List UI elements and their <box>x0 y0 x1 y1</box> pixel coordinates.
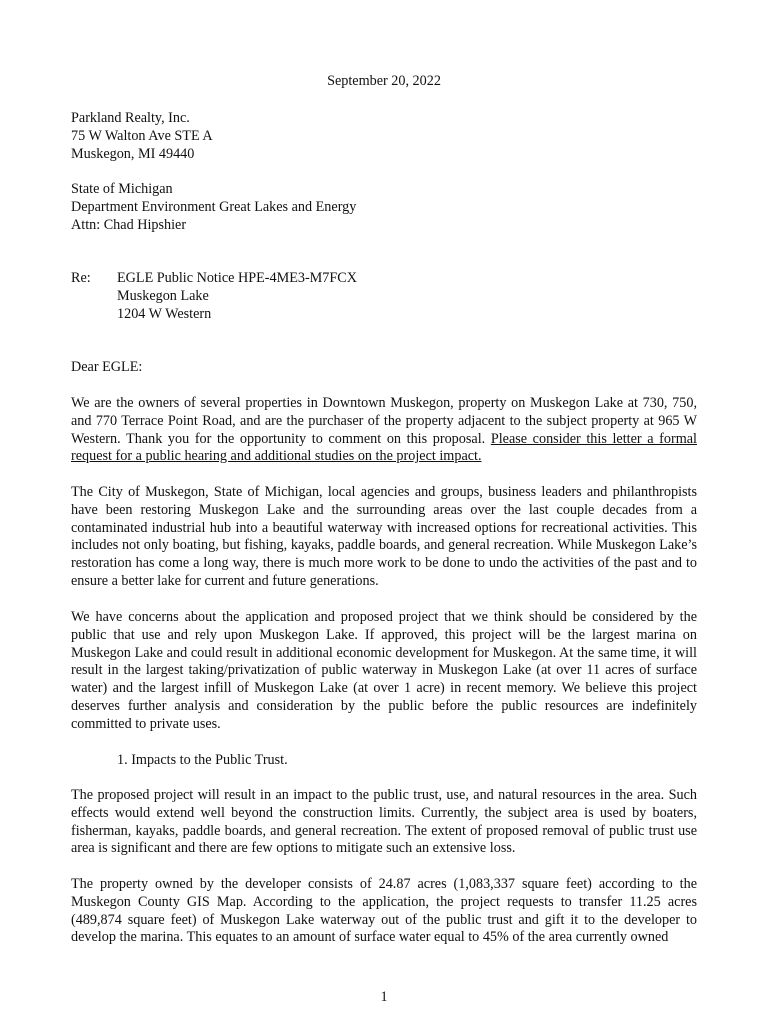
recipient-address <box>71 181 697 234</box>
sender-address-line2: Muskegon, MI 49440 <box>71 145 195 162</box>
recipient-attn: Attn: Chad Hipshier <box>71 216 187 233</box>
paragraph-2-text: The City of Muskegon, State of Michigan, local agencies and groups, business leaders and philanthropists have been restoring Muskegon Lake and the surrounding areas over the last couple decades from a contaminated industrial hub into a beautiful waterway with increased options for recreational activities. This includes not only boating, but fishing, kayaks, paddle boards, and general recreation. While Muskegon Lake’s restoration has come a long way, there is much more work to be done to undo the activities of the past and to ensure a better lake for current and future generations. <box>71 484 697 589</box>
page-number: 1 <box>380 989 388 1005</box>
re-line2: Muskegon Lake <box>117 287 209 304</box>
re-line1: EGLE Public Notice HPE-4ME3-M7FCX <box>117 270 357 286</box>
paragraph-1-text: We are the owners of several properties in Downtown Muskegon, property on Muskegon Lake at 730, 750, and 770 Terrace Point Road, and are the purchaser of the property adjacent to the subject property at 965 W Western. Thank you for the opportunity to comment on this proposal. <box>71 395 697 447</box>
recipient-line1: State of Michigan <box>71 181 173 197</box>
paragraph-2 <box>71 484 697 591</box>
sender-address-line1: 75 W Walton Ave STE A <box>71 127 213 144</box>
sender-name: Parkland Realty, Inc. <box>71 110 190 126</box>
re-label: Re: <box>71 270 91 286</box>
recipient-line2: Department Environment Great Lakes and Energy <box>71 198 357 215</box>
paragraph-1 <box>71 395 697 466</box>
section-heading-public-trust: 1. Impacts to the Public Trust. <box>117 752 288 768</box>
re-subject <box>117 270 357 323</box>
letter-date: September 20, 2022 <box>327 73 441 89</box>
salutation: Dear EGLE: <box>71 359 143 375</box>
sender-address <box>71 110 697 163</box>
re-line3: 1204 W Western <box>117 305 212 322</box>
paragraph-3 <box>71 609 697 734</box>
paragraph-4-text: The proposed project will result in an impact to the public trust, use, and natural resources in the area. Such effects would extend well beyond the construction limits. Currently, the subject area is used by boaters, fisherman, kayaks, paddle boards, and general recreation. The extent of proposed removal of public trust use area is significant and there are few options to mitigate such an extensive loss. <box>71 787 697 857</box>
paragraph-5 <box>71 876 697 947</box>
hearing-request: Please consider this letter a formal request for a public hearing and additional studies on the project impact. <box>71 430 697 465</box>
paragraph-4 <box>71 787 697 858</box>
paragraph-3-text: We have concerns about the application and proposed project that we think should be considered by the public that use and rely upon Muskegon Lake. If approved, this project will be the largest marina on Muskegon Lake and could result in additional economic development for Muskegon. At the same time, it will result in the largest taking/privatization of public waterway in Muskegon Lake (at over 11 acres of surface water) and the largest infill of Muskegon Lake (at over 1 acre) in recent memory. We believe this project deserves further analysis and consideration by the public before the public resources are indefinitely committed to private uses. <box>71 609 697 732</box>
paragraph-5-text: The property owned by the developer consists of 24.87 acres (1,083,337 square feet) according to the Muskegon County GIS Map. According to the application, the project requests to transfer 11.25 acres (489,874 square feet) of Muskegon Lake waterway out of the public trust and gift it to the developer to develop the marina. This equates to an amount of surface water equal to 45% of the area currently owned <box>71 876 697 946</box>
